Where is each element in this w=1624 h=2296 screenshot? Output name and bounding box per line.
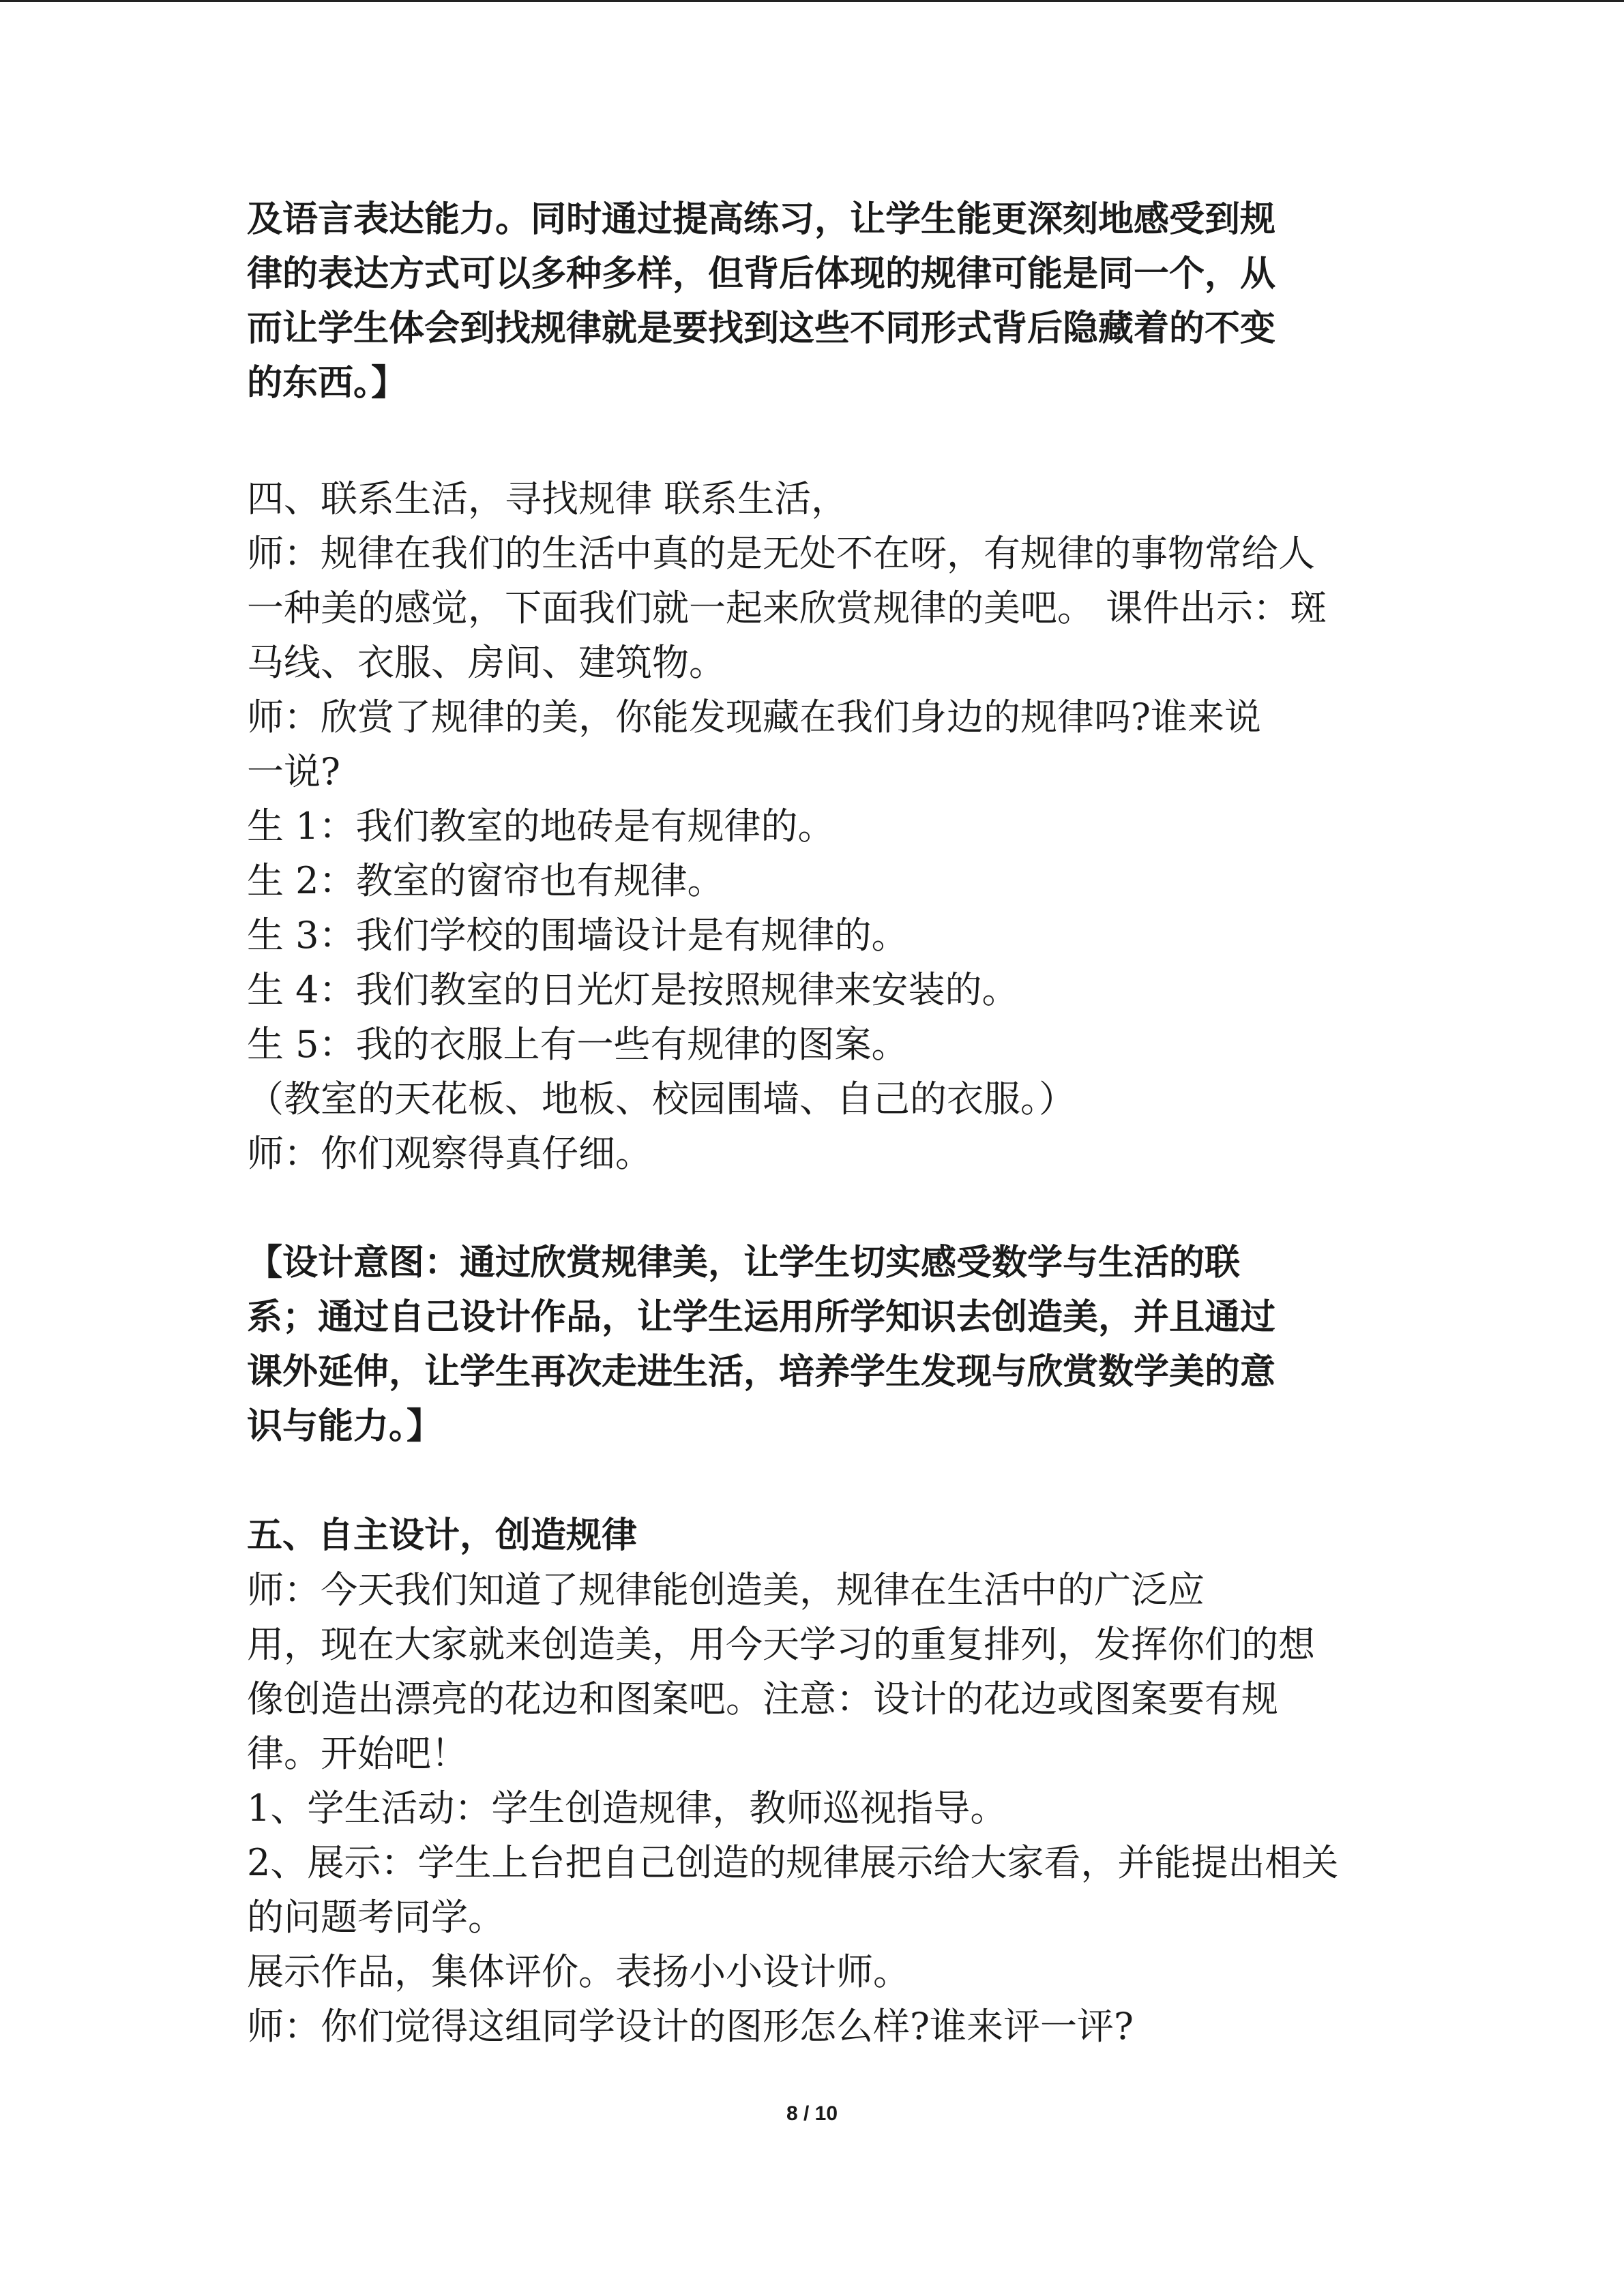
design-intent-2-line-2: 系；通过自己设计作品，让学生运用所学知识去创造美，并且通过 xyxy=(247,1297,1276,1338)
section-4-teacher-praise: 师：你们观察得真仔细。 xyxy=(247,1132,652,1175)
section-5-activity-2-line-2: 的问题考同学。 xyxy=(247,1896,505,1939)
section-5-activity-2-line-1: 2、展示：学生上台把自己创造的规律展示给大家看，并能提出相关 xyxy=(247,1841,1339,1884)
page-number: 8 / 10 xyxy=(786,2102,838,2125)
section-4-teacher-question-line-2: 一说? xyxy=(247,750,340,793)
section-5-teacher-intro-line-3: 像创造出漂亮的花边和图案吧。注意：设计的花边或图案要有规 xyxy=(247,1678,1278,1720)
design-intent-1-line-1: 及语言表达能力。同时通过提高练习，让学生能更深刻地感受到规 xyxy=(247,199,1276,240)
section-5-heading: 五、自主设计，创造规律 xyxy=(247,1515,638,1556)
section-5-activity-1: 1、学生活动：学生创造规律，教师巡视指导。 xyxy=(247,1787,1007,1830)
design-intent-2-line-1: 【设计意图：通过欣赏规律美，让学生切实感受数学与生活的联 xyxy=(247,1242,1241,1283)
section-4-heading: 四、联系生活，寻找规律 联系生活， xyxy=(247,477,848,520)
student-answer-2: 生 2：教室的窗帘也有规律。 xyxy=(247,859,724,902)
section-4-teacher-intro-line-1: 师：规律在我们的生活中真的是无处不在呀，有规律的事物常给人 xyxy=(247,532,1315,575)
section-5-teacher-question: 师：你们觉得这组同学设计的图形怎么样?谁来评一评? xyxy=(247,2005,1134,2048)
section-5-showcase: 展示作品，集体评价。表扬小小设计师。 xyxy=(247,1950,910,1993)
section-4-teacher-question-line-1: 师：欣赏了规律的美，你能发现藏在我们身边的规律吗?谁来说 xyxy=(247,696,1261,739)
page-top-border xyxy=(0,0,1624,2)
section-5-teacher-intro-line-4: 律。开始吧！ xyxy=(247,1732,468,1775)
student-answer-1: 生 1：我们教室的地砖是有规律的。 xyxy=(247,805,835,848)
design-intent-2-line-4: 识与能力。】 xyxy=(247,1406,443,1447)
section-5-teacher-intro-line-2: 用，现在大家就来创造美，用今天学习的重复排列，发挥你们的想 xyxy=(247,1623,1315,1666)
design-intent-1-line-3: 而让学生体会到找规律就是要找到这些不同形式背后隐藏着的不变 xyxy=(247,308,1276,349)
student-answer-3: 生 3：我们学校的围墙设计是有规律的。 xyxy=(247,914,909,957)
design-intent-2-line-3: 课外延伸，让学生再次走进生活，培养学生发现与欣赏数学美的意 xyxy=(247,1352,1276,1392)
design-intent-1-line-2: 律的表达方式可以多种多样，但背后体现的规律可能是同一个，从 xyxy=(247,254,1276,295)
section-4-teacher-intro-line-3: 马线、衣服、房间、建筑物。 xyxy=(247,641,726,684)
design-intent-1-line-4: 的东西。】 xyxy=(247,363,407,404)
section-4-teacher-intro-line-2: 一种美的感觉，下面我们就一起来欣赏规律的美吧。 课件出示：斑 xyxy=(247,586,1327,629)
student-answer-4: 生 4：我们教室的日光灯是按照规律来安装的。 xyxy=(247,968,1019,1011)
section-4-note: （教室的天花板、地板、校园围墙、自己的衣服。） xyxy=(247,1077,1076,1120)
section-5-teacher-intro-line-1: 师：今天我们知道了规律能创造美，规律在生活中的广泛应 xyxy=(247,1568,1205,1611)
student-answer-5: 生 5：我的衣服上有一些有规律的图案。 xyxy=(247,1023,909,1066)
